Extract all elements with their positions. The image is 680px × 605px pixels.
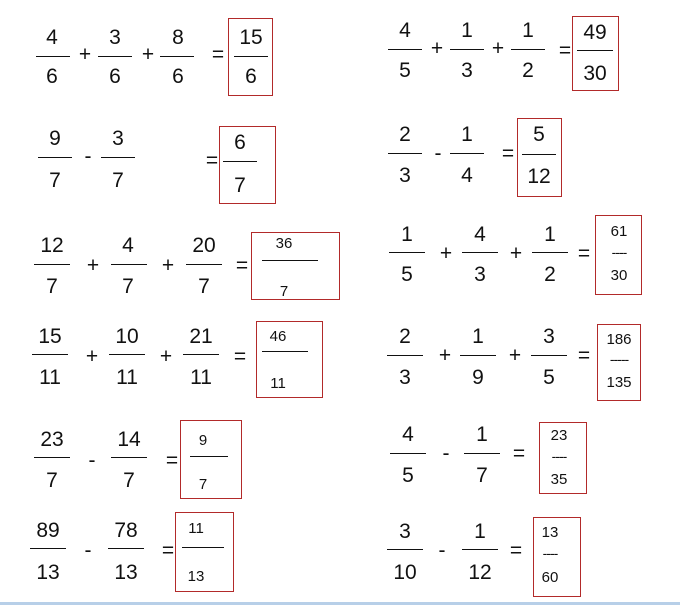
fraction-bar (98, 56, 132, 57)
numerator: 1 (461, 19, 473, 42)
equals-sign: = (558, 39, 572, 62)
numerator: 1 (401, 223, 413, 246)
numerator: 9 (49, 127, 61, 150)
fraction-bar (450, 49, 484, 50)
numerator: 4 (46, 26, 58, 49)
numerator: 1 (522, 19, 534, 42)
denominator: 7 (198, 275, 210, 298)
fraction-bar (532, 252, 568, 253)
fraction-bar (111, 457, 147, 458)
fraction-bar (460, 355, 496, 356)
answer-box (251, 232, 340, 300)
operator: - (438, 539, 446, 562)
answer-numerator: 13 (541, 524, 559, 541)
equals-sign: = (235, 254, 249, 277)
fraction-bar (234, 56, 268, 57)
numerator: 21 (189, 325, 213, 348)
answer-denominator: 7 (279, 283, 289, 300)
denominator: 13 (36, 561, 60, 584)
fraction-bar (160, 56, 194, 57)
numerator: 1 (544, 223, 556, 246)
fraction-bar (388, 153, 422, 154)
fraction-dashes: ----- (609, 351, 629, 367)
fraction-bar (34, 264, 70, 265)
operator: + (439, 242, 453, 265)
denominator: 11 (116, 366, 138, 389)
operator: - (434, 142, 442, 165)
numerator: 4 (399, 19, 411, 42)
operator: - (84, 539, 92, 562)
answer-denominator: 35 (550, 471, 568, 488)
fraction-bar (511, 49, 545, 50)
equals-sign: = (205, 149, 219, 172)
equals-sign: = (577, 344, 591, 367)
operator: + (78, 43, 92, 66)
numerator: 1 (461, 123, 473, 146)
answer-denominator: 135 (606, 374, 632, 391)
operator: + (509, 242, 523, 265)
numerator: 89 (36, 519, 60, 542)
answer-numerator: 36 (275, 235, 293, 252)
fraction-bar (262, 351, 308, 352)
fraction-bar (186, 264, 222, 265)
fraction-bar (182, 547, 224, 548)
operator: + (161, 254, 175, 277)
denominator: 3 (399, 366, 411, 389)
equals-sign: = (161, 539, 175, 562)
denominator: 12 (468, 561, 492, 584)
equals-sign: = (501, 142, 515, 165)
numerator: 3 (543, 325, 555, 348)
answer-box (256, 321, 323, 398)
numerator: 3 (399, 520, 411, 543)
fraction-bar (390, 453, 426, 454)
fraction-bar (111, 264, 147, 265)
denominator: 11 (39, 366, 61, 389)
fraction-bar (531, 355, 567, 356)
numerator: 4 (474, 223, 486, 246)
denominator: 3 (461, 59, 473, 82)
denominator: 7 (46, 469, 58, 492)
answer-numerator: 9 (198, 432, 208, 449)
fraction-bar (388, 49, 422, 50)
fraction-bar (183, 354, 219, 355)
answer-numerator: 6 (234, 131, 246, 154)
answer-numerator: 5 (533, 123, 545, 146)
operator: + (85, 345, 99, 368)
denominator: 4 (461, 164, 473, 187)
answer-numerator: 186 (606, 331, 632, 348)
numerator: 3 (112, 127, 124, 150)
denominator: 7 (476, 464, 488, 487)
denominator: 10 (393, 561, 417, 584)
equals-sign: = (211, 43, 225, 66)
answer-denominator: 12 (527, 165, 551, 188)
numerator: 2 (399, 325, 411, 348)
fraction-bar (34, 457, 70, 458)
fraction-bar (387, 355, 423, 356)
numerator: 15 (38, 325, 62, 348)
denominator: 5 (401, 263, 413, 286)
answer-denominator: 7 (198, 476, 208, 493)
numerator: 4 (402, 423, 414, 446)
denominator: 3 (474, 263, 486, 286)
denominator: 7 (123, 469, 135, 492)
fraction-bar (101, 157, 135, 158)
answer-numerator: 49 (583, 21, 607, 44)
equals-sign: = (165, 449, 179, 472)
numerator: 1 (472, 325, 484, 348)
operator: + (430, 37, 444, 60)
fraction-bar (462, 252, 498, 253)
fraction-bar (190, 456, 228, 457)
fraction-bar (109, 354, 145, 355)
fraction-bar (577, 50, 613, 51)
operator: + (159, 345, 173, 368)
numerator: 8 (172, 26, 184, 49)
numerator: 78 (114, 519, 138, 542)
denominator: 13 (114, 561, 138, 584)
numerator: 1 (476, 423, 488, 446)
answer-numerator: 46 (269, 328, 287, 345)
answer-denominator: 13 (187, 568, 205, 585)
fraction-dashes: ---- (542, 545, 558, 561)
numerator: 23 (40, 428, 64, 451)
fraction-bar (464, 453, 500, 454)
answer-numerator: 61 (610, 223, 628, 240)
denominator: 11 (190, 366, 212, 389)
numerator: 1 (474, 520, 486, 543)
answer-denominator: 30 (583, 62, 607, 85)
equals-sign: = (509, 539, 523, 562)
answer-box (180, 420, 242, 499)
fraction-bar (223, 161, 257, 162)
denominator: 2 (544, 263, 556, 286)
fraction-bar (30, 548, 66, 549)
fraction-dashes: ---- (611, 244, 627, 260)
numerator: 12 (40, 234, 64, 257)
operator: - (84, 145, 92, 168)
answer-denominator: 30 (610, 267, 628, 284)
operator: + (508, 344, 522, 367)
denominator: 7 (122, 275, 134, 298)
fraction-bar (462, 549, 498, 550)
operator: + (491, 37, 505, 60)
answer-denominator: 11 (270, 375, 286, 392)
equals-sign: = (233, 345, 247, 368)
operator: + (438, 344, 452, 367)
fraction-bar (522, 154, 556, 155)
numerator: 3 (109, 26, 121, 49)
operator: + (86, 254, 100, 277)
denominator: 5 (543, 366, 555, 389)
denominator: 6 (46, 65, 58, 88)
fraction-bar (32, 354, 68, 355)
equals-sign: = (577, 242, 591, 265)
answer-denominator: 60 (541, 569, 559, 586)
numerator: 20 (192, 234, 216, 257)
answer-box (175, 512, 234, 592)
numerator: 4 (122, 234, 134, 257)
operator: + (141, 43, 155, 66)
fraction-bar (38, 157, 72, 158)
fraction-dashes: ---- (551, 448, 567, 464)
numerator: 14 (117, 428, 141, 451)
answer-denominator: 6 (245, 65, 257, 88)
fraction-bar (450, 153, 484, 154)
answer-box (219, 126, 276, 204)
fraction-bar (108, 548, 144, 549)
fraction-bar (36, 56, 70, 57)
denominator: 5 (399, 59, 411, 82)
denominator: 6 (172, 65, 184, 88)
answer-numerator: 23 (550, 427, 568, 444)
denominator: 9 (472, 366, 484, 389)
equals-sign: = (512, 442, 526, 465)
operator: - (442, 442, 450, 465)
fraction-bar (389, 252, 425, 253)
denominator: 3 (399, 164, 411, 187)
denominator: 6 (109, 65, 121, 88)
numerator: 10 (115, 325, 139, 348)
denominator: 7 (112, 169, 124, 192)
fraction-bar (387, 549, 423, 550)
answer-denominator: 7 (234, 174, 246, 197)
answer-numerator: 11 (188, 520, 204, 537)
operator: - (88, 449, 96, 472)
denominator: 5 (402, 464, 414, 487)
numerator: 2 (399, 123, 411, 146)
answer-numerator: 15 (239, 26, 263, 49)
denominator: 2 (522, 59, 534, 82)
fraction-bar (262, 260, 318, 261)
denominator: 7 (49, 169, 61, 192)
denominator: 7 (46, 275, 58, 298)
